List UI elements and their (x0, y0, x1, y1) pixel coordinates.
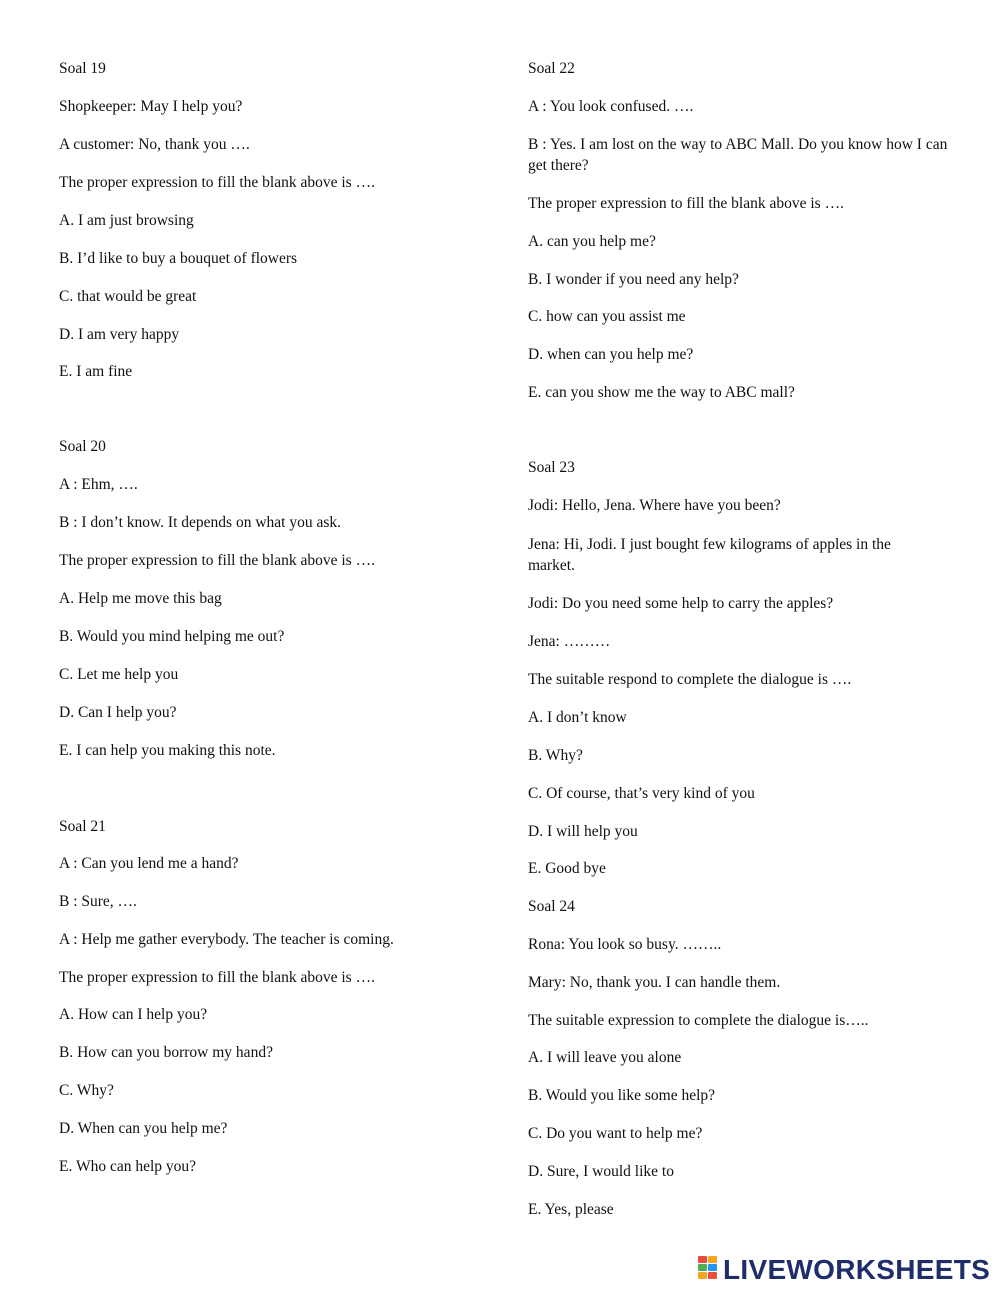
dialogue-line: A : Can you lend me a hand? (59, 855, 239, 872)
option-c[interactable]: C. Let me help you (59, 666, 179, 683)
option-c[interactable]: C. Of course, that’s very kind of you (528, 785, 755, 802)
dialogue-line: Jodi: Do you need some help to carry the apples? (528, 595, 834, 612)
option-e[interactable]: E. Who can help you? (59, 1158, 197, 1175)
dialogue-line: Jena: Hi, Jodi. I just bought few kilograms of apples in the market. (528, 536, 891, 574)
option-d[interactable]: D. I will help you (528, 823, 638, 840)
option-b[interactable]: B. Would you mind helping me out? (59, 628, 285, 645)
option-b[interactable]: B. Would you like some help? (528, 1087, 716, 1104)
question-title: Soal 21 (59, 818, 106, 835)
question-title: Soal 19 (59, 60, 106, 77)
option-d[interactable]: D. Can I help you? (59, 704, 177, 721)
option-a[interactable]: A. I don’t know (528, 709, 627, 726)
dialogue-line: A : You look confused. …. (528, 98, 694, 115)
option-a[interactable]: A. can you help me? (528, 233, 656, 250)
dialogue-line: Shopkeeper: May I help you? (59, 98, 243, 115)
option-d[interactable]: D. I am very happy (59, 326, 180, 343)
question-prompt: The proper expression to fill the blank above is …. (528, 195, 844, 212)
option-a[interactable]: A. I am just browsing (59, 212, 194, 229)
question-prompt: The proper expression to fill the blank above is …. (59, 969, 375, 986)
option-e[interactable]: E. can you show me the way to ABC mall? (528, 384, 795, 401)
dialogue-line: A : Help me gather everybody. The teacher is coming. (59, 931, 394, 948)
option-d[interactable]: D. when can you help me? (528, 346, 694, 363)
option-d[interactable]: D. When can you help me? (59, 1120, 228, 1137)
liveworksheets-logo[interactable] (698, 1254, 994, 1286)
dialogue-line: B : Yes. I am lost on the way to ABC Mall. Do you know how I can get there? (528, 136, 948, 174)
option-c[interactable]: C. how can you assist me (528, 308, 686, 325)
question-prompt: The suitable expression to complete the dialogue is….. (528, 1012, 869, 1029)
dialogue-line: Mary: No, thank you. I can handle them. (528, 974, 781, 991)
question-title: Soal 24 (528, 898, 575, 915)
question-prompt: The proper expression to fill the blank above is …. (59, 552, 375, 569)
dialogue-line: B : Sure, …. (59, 893, 137, 910)
dialogue-line: Rona: You look so busy. …….. (528, 936, 722, 953)
question-title: Soal 20 (59, 438, 106, 455)
option-c[interactable]: C. that would be great (59, 288, 197, 305)
logo-text: LIVEWORKSHEETS (723, 1254, 991, 1285)
question-title: Soal 23 (528, 459, 575, 476)
option-b[interactable]: B. I’d like to buy a bouquet of flowers (59, 250, 298, 267)
option-a[interactable]: A. Help me move this bag (59, 590, 222, 607)
option-b[interactable]: B. I wonder if you need any help? (528, 271, 739, 288)
question-title: Soal 22 (528, 60, 575, 77)
option-e[interactable]: E. Yes, please (528, 1201, 614, 1218)
dialogue-line: Jena: ……… (528, 633, 611, 650)
option-c[interactable]: C. Do you want to help me? (528, 1125, 703, 1142)
option-b[interactable]: B. How can you borrow my hand? (59, 1044, 273, 1061)
option-b[interactable]: B. Why? (528, 747, 583, 764)
option-c[interactable]: C. Why? (59, 1082, 114, 1099)
option-d[interactable]: D. Sure, I would like to (528, 1163, 674, 1180)
dialogue-line: Jodi: Hello, Jena. Where have you been? (528, 497, 781, 514)
dialogue-line: A customer: No, thank you …. (59, 136, 250, 153)
dialogue-line: A : Ehm, …. (59, 476, 138, 493)
question-prompt: The proper expression to fill the blank above is …. (59, 174, 375, 191)
question-prompt: The suitable respond to complete the dialogue is …. (528, 671, 852, 688)
option-e[interactable]: E. Good bye (528, 860, 606, 877)
option-a[interactable]: A. How can I help you? (59, 1006, 208, 1023)
liveworksheets-mark-icon (698, 1256, 720, 1284)
option-e[interactable]: E. I can help you making this note. (59, 742, 276, 759)
option-e[interactable]: E. I am fine (59, 363, 133, 380)
dialogue-line: B : I don’t know. It depends on what you ask. (59, 514, 341, 531)
option-a[interactable]: A. I will leave you alone (528, 1049, 682, 1066)
